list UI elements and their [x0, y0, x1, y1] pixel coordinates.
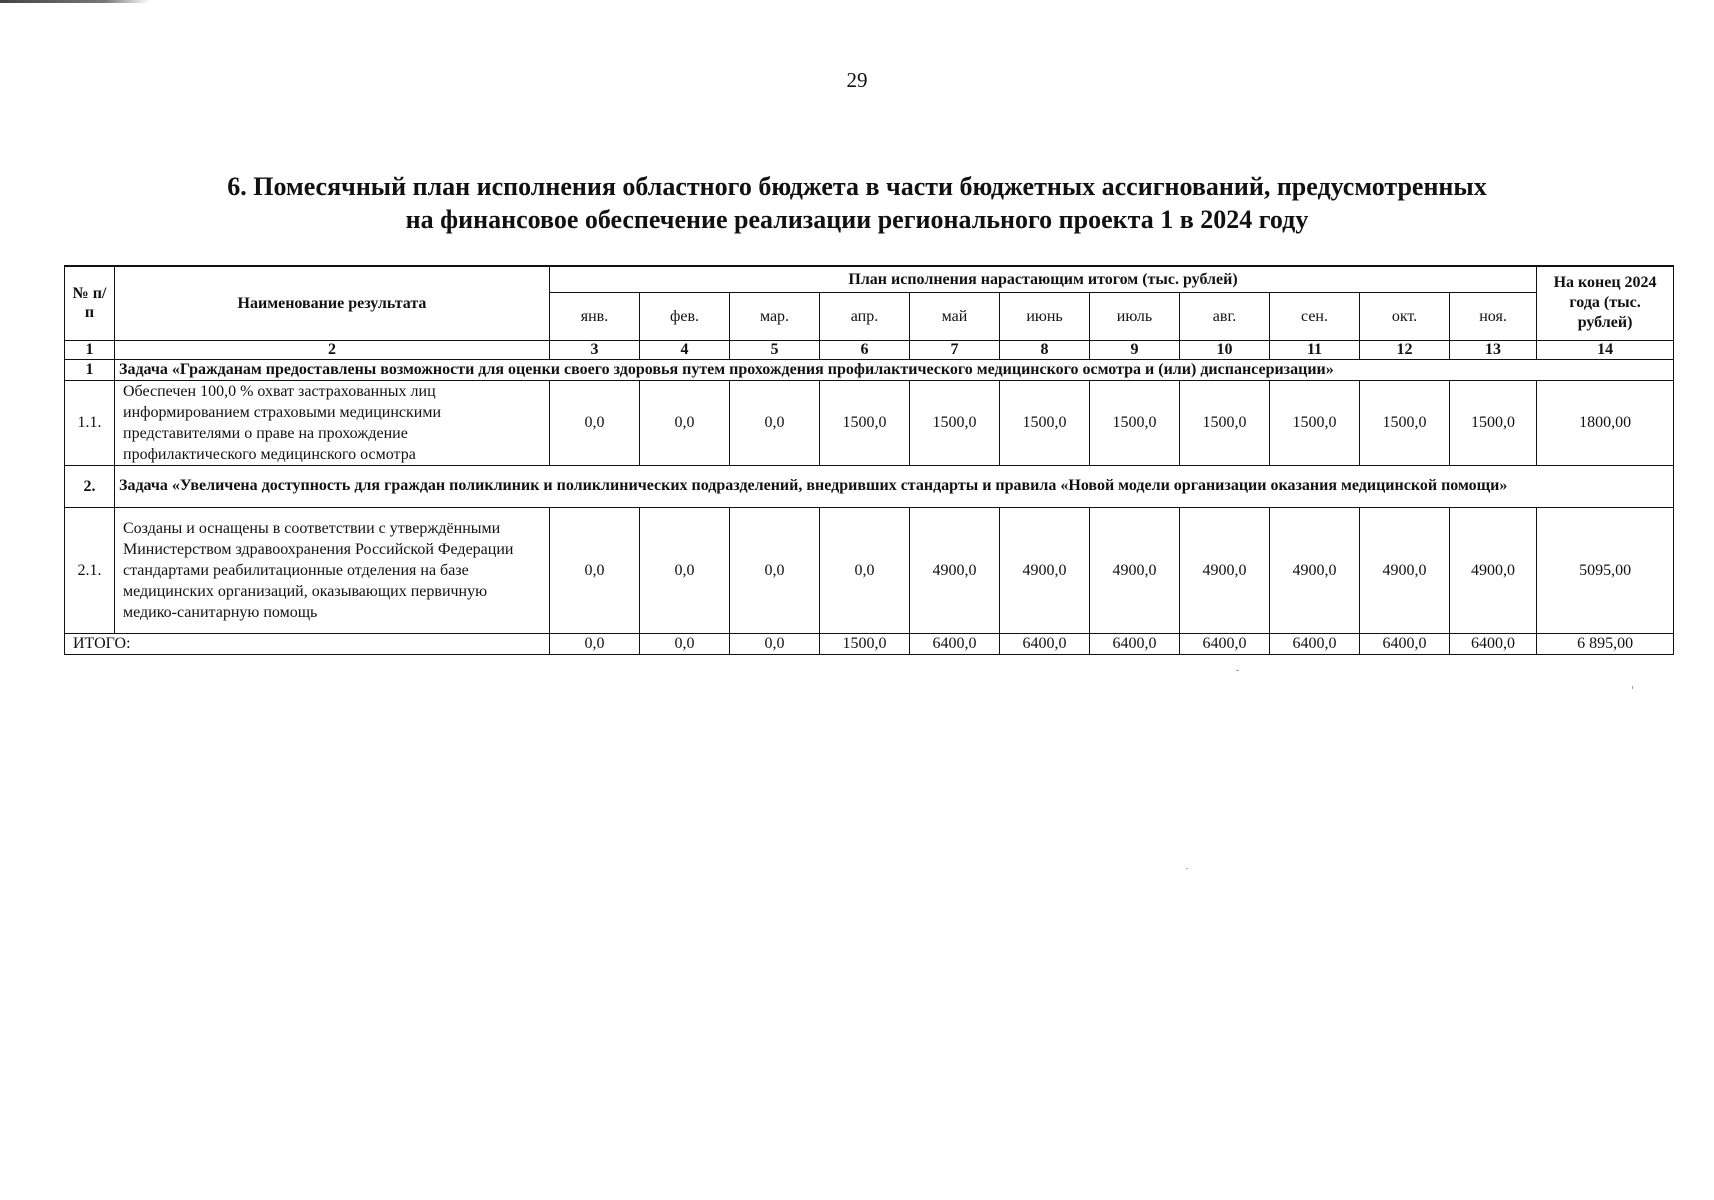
total-oct: 6400,0: [1360, 633, 1450, 654]
column-number: 5: [730, 340, 820, 359]
title-line-1: 6. Помесячный план исполнения областного бюджета в части бюджетных ассигнований, предусмотренных: [227, 172, 1487, 201]
column-number: 9: [1090, 340, 1180, 359]
column-number: 4: [640, 340, 730, 359]
value-jan: 0,0: [550, 380, 640, 465]
scan-edge-mark: [0, 0, 150, 3]
month-jan: янв.: [550, 292, 640, 340]
total-may: 6400,0: [910, 633, 1000, 654]
value-feb: 0,0: [640, 380, 730, 465]
value-may: 1500,0: [910, 380, 1000, 465]
task-row-2: [65, 465, 1674, 507]
task-row-1: [65, 359, 1674, 380]
column-number: 14: [1537, 340, 1674, 359]
title-line-2: на финансовое обеспечение реализации регионального проекта 1 в 2024 году: [405, 205, 1309, 234]
task-num: 2.: [65, 465, 115, 507]
month-apr: апр.: [820, 292, 910, 340]
month-mar: мар.: [730, 292, 820, 340]
column-number-row: [65, 340, 1674, 359]
total-nov: 6400,0: [1450, 633, 1537, 654]
result-row-1-1: [65, 380, 1674, 465]
task-num: 1: [65, 359, 115, 380]
month-jun: июнь: [1000, 292, 1090, 340]
header-num: № п/п: [65, 266, 115, 340]
value-oct: 1500,0: [1360, 380, 1450, 465]
column-number: 3: [550, 340, 640, 359]
column-number: 10: [1180, 340, 1270, 359]
value-jun: 1500,0: [1000, 380, 1090, 465]
value-year-end: 1800,00: [1537, 380, 1674, 465]
value-jul: 1500,0: [1090, 380, 1180, 465]
total-year-end: 6 895,00: [1537, 633, 1674, 654]
result-row-2-1: [65, 507, 1674, 633]
task-text: Задача «Увеличена доступность для граждан поликлиник и поликлинических подразделений, внедривших стандарты и правила «Новой модели организации оказания медицинской помощи»: [115, 465, 1674, 507]
column-number: 6: [820, 340, 910, 359]
month-may: май: [910, 292, 1000, 340]
header-name: Наименование результата: [115, 266, 550, 340]
month-aug: авг.: [1180, 292, 1270, 340]
month-jul: июль: [1090, 292, 1180, 340]
scan-speck: [1632, 686, 1633, 689]
column-number: 2: [115, 340, 550, 359]
value-aug: 4900,0: [1180, 507, 1270, 633]
value-nov: 1500,0: [1450, 380, 1537, 465]
value-feb: 0,0: [640, 507, 730, 633]
page-number: 29: [846, 68, 868, 92]
header-plan-group: План исполнения нарастающим итогом (тыс. рублей): [550, 266, 1537, 292]
value-year-end: 5095,00: [1537, 507, 1674, 633]
total-feb: 0,0: [640, 633, 730, 654]
value-mar: 0,0: [730, 380, 820, 465]
value-apr: 1500,0: [820, 380, 910, 465]
value-mar: 0,0: [730, 507, 820, 633]
scan-speck: [1186, 868, 1188, 869]
value-sep: 4900,0: [1270, 507, 1360, 633]
budget-plan-table: [64, 265, 1674, 655]
task-text: Задача «Гражданам предоставлены возможности для оценки своего здоровья путем прохождения профилактического медицинского осмотра и (или) диспансеризации»: [115, 359, 1674, 380]
total-aug: 6400,0: [1180, 633, 1270, 654]
total-jun: 6400,0: [1000, 633, 1090, 654]
month-sep: сен.: [1270, 292, 1360, 340]
value-jun: 4900,0: [1000, 507, 1090, 633]
value-apr: 0,0: [820, 507, 910, 633]
column-number: 7: [910, 340, 1000, 359]
row-num: 2.1.: [65, 507, 115, 633]
header-row-1: [65, 266, 1674, 292]
month-feb: фев.: [640, 292, 730, 340]
value-sep: 1500,0: [1270, 380, 1360, 465]
document-title: [100, 170, 1614, 236]
value-may: 4900,0: [910, 507, 1000, 633]
column-number: 12: [1360, 340, 1450, 359]
header-year-end: На конец 2024 года (тыс. рублей): [1537, 266, 1674, 340]
value-nov: 4900,0: [1450, 507, 1537, 633]
total-row: [65, 633, 1674, 654]
total-jan: 0,0: [550, 633, 640, 654]
total-jul: 6400,0: [1090, 633, 1180, 654]
value-jan: 0,0: [550, 507, 640, 633]
value-jul: 4900,0: [1090, 507, 1180, 633]
column-number: 13: [1450, 340, 1537, 359]
value-aug: 1500,0: [1180, 380, 1270, 465]
column-number: 1: [65, 340, 115, 359]
total-label: ИТОГО:: [65, 633, 550, 654]
column-number: 8: [1000, 340, 1090, 359]
month-nov: ноя.: [1450, 292, 1537, 340]
total-sep: 6400,0: [1270, 633, 1360, 654]
scan-speck: [1236, 670, 1239, 671]
column-number: 11: [1270, 340, 1360, 359]
result-name: Созданы и оснащены в соответствии с утверждёнными Министерством здравоохранения Российской Федерации стандартами реабилитационные отделения на базе медицинских организаций, оказывающих первичную медико-санитарную помощь: [115, 507, 550, 633]
result-name: Обеспечен 100,0 % охват застрахованных лиц информированием страховыми медицинскими представителями о праве на прохождение профилактического медицинского осмотра: [115, 380, 550, 465]
value-oct: 4900,0: [1360, 507, 1450, 633]
total-apr: 1500,0: [820, 633, 910, 654]
total-mar: 0,0: [730, 633, 820, 654]
month-oct: окт.: [1360, 292, 1450, 340]
row-num: 1.1.: [65, 380, 115, 465]
